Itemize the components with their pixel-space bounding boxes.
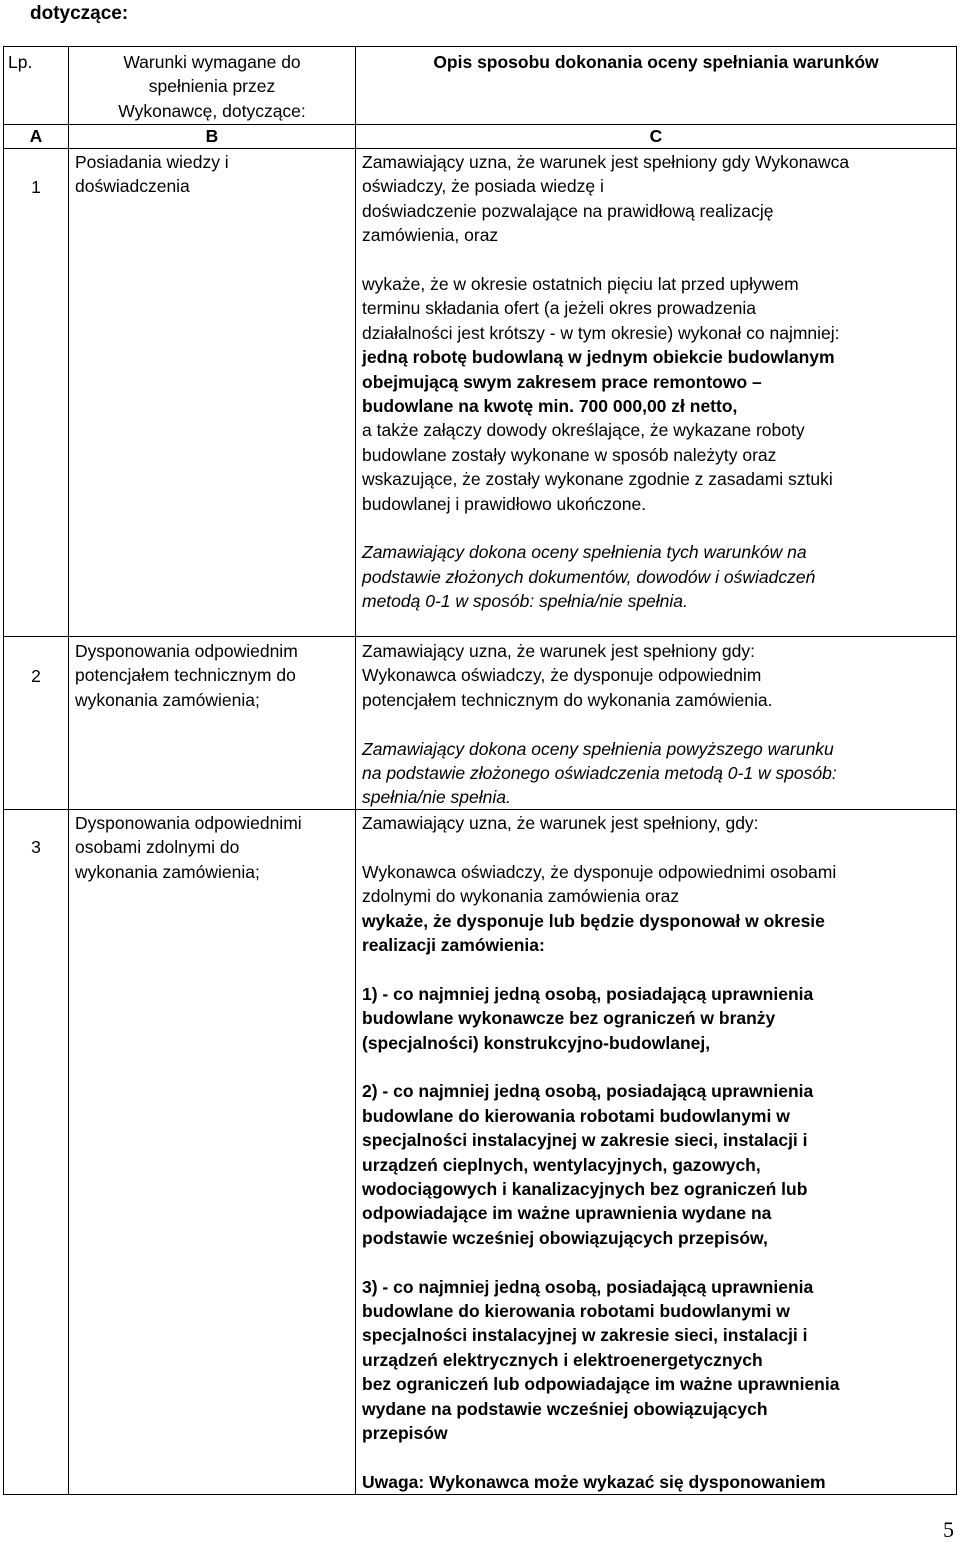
- page-number: 5: [943, 1517, 954, 1542]
- row-2-description: Zamawiający uzna, że warunek jest spełniony gdy: Wykonawca oświadczy, że dysponuje odpowiednim potencjałem technicznym do wykonania zamówienia. Zamawiający dokona oceny spełnienia powyższego warunku na podstawie złożonego oświadczenia metodą 0-1 w sposób: spełnia/nie spełnia.: [362, 641, 837, 808]
- table-border-right: [956, 46, 957, 1495]
- letter-a: A: [29, 126, 43, 146]
- row-3-condition: Dysponowania odpowiednimi osobami zdolnymi do wykonania zamówienia;: [75, 813, 302, 882]
- row-1-description: Zamawiający uzna, że warunek jest spełniony gdy Wykonawca oświadczy, że posiada wiedzę i doświadczenie pozwalające na prawidłową realizację zamówienia, oraz wykaże, że w okresie ostatnich pięciu lat przed upływem terminu składania ofert (a jeżeli okres prowadzenia działalności jest krótszy - w tym okresie) wykonał co najmniej: jedną robotę budowlaną w jednym obiekcie budowlanym obejmującą swym zakresem prace remontowo – budowlane na kwotę min. 700 000,00 zł netto, a także załączy dowody określające, że wykazane roboty budowlane zostały wykonane w sposób należyty oraz wskazujące, że zostały wykonane zgodnie z zasadami sztuki budowlanej i prawidłowo ukończone. Zamawiający dokona oceny spełnienia tych warunków na podstawie złożonych dokumentów, dowodów i oświadczeń metodą 0-1 w sposób: spełnia/nie spełnia.: [362, 152, 850, 612]
- letter-c: C: [649, 126, 663, 146]
- table-border-left: [3, 46, 4, 1495]
- row-1-condition: Posiadania wiedzy i doświadczenia: [75, 152, 229, 197]
- header-conditions: Warunki wymagane do spełnienia przez Wykonawcę, dotyczące:: [118, 52, 306, 121]
- row-3-number: 3: [31, 837, 41, 857]
- row-2-condition: Dysponowania odpowiednim potencjałem technicznym do wykonania zamówienia;: [75, 641, 298, 710]
- letter-b: B: [205, 126, 219, 146]
- table-divider-col-a-b: [68, 46, 69, 1495]
- table-divider-row-1-2: [3, 636, 957, 637]
- row-2-number: 2: [31, 666, 41, 686]
- section-heading: dotyczące:: [30, 3, 129, 24]
- row-1-number: 1: [31, 177, 41, 197]
- table-divider-col-b-c: [355, 46, 356, 1495]
- table-border-top: [3, 46, 957, 47]
- header-description: Opis sposobu dokonania oceny spełniania warunków: [433, 52, 879, 72]
- header-lp: Lp.: [8, 52, 33, 72]
- row-3-description: Zamawiający uzna, że warunek jest spełniony, gdy: Wykonawca oświadczy, że dysponuje odpowiednimi osobami zdolnymi do wykonania zamówienia oraz wykaże, że dysponuje lub będzie dysponował w okresie realizacji zamówienia: 1) - co najmniej jedną osobą, posiadającą uprawnienia budowlane wykonawcze bez ograniczeń w branży (specjalności) konstrukcyjno-budowlanej, 2) - co najmniej jedną osobą, posiadającą uprawnienia budowlane do kierowania robotami budowlanymi w specjalności instalacyjnej w zakresie sieci, instalacji i urządzeń cieplnych, wentylacyjnych, gazowych, wodociągowych i kanalizacyjnych bez ograniczeń lub odpowiadające im ważne uprawnienia wydane na podstawie wcześniej obowiązujących przepisów, 3) - co najmniej jedną osobą, posiadającą uprawnienia budowlane do kierowania robotami budowlanymi w specjalności instalacyjnej w zakresie sieci, instalacji i urządzeń elektrycznych i elektroenergetycznych bez ograniczeń lub odpowiadające im ważne uprawnienia wydane na podstawie wcześniej obowiązujących przepisów Uwaga: Wykonawca może wykazać się dysponowaniem: [362, 813, 840, 1492]
